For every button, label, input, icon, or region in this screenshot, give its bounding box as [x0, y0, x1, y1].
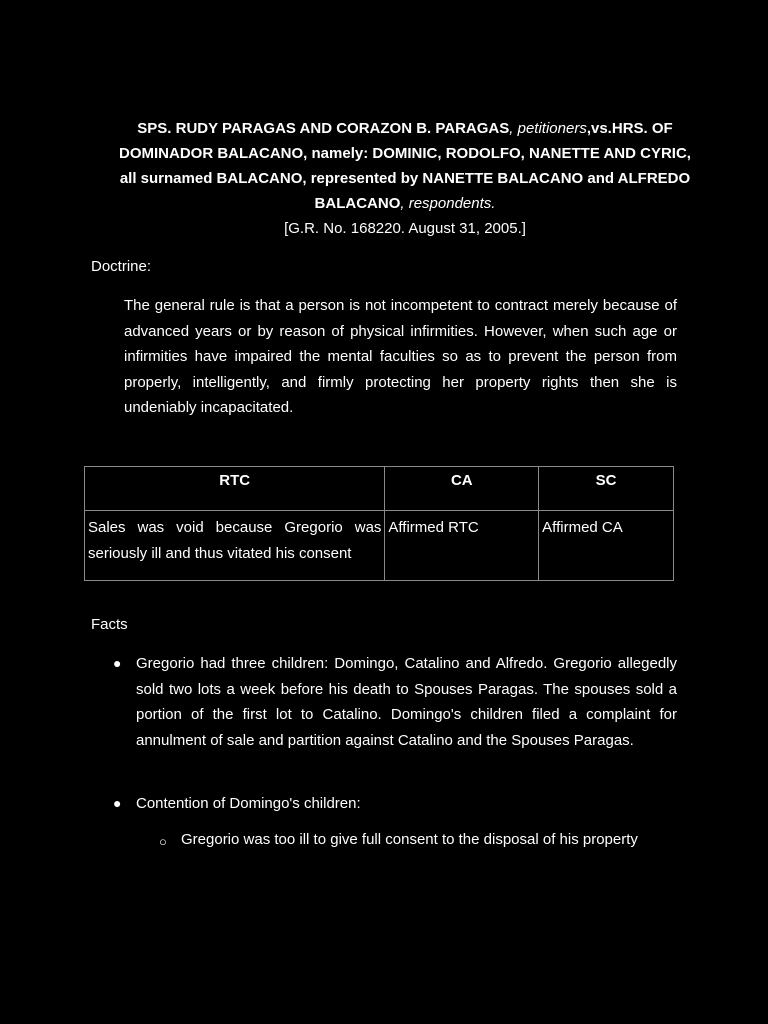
- table-cell-rtc: Sales was void because Gregorio was seriously ill and thus vitated his consent: [85, 511, 385, 581]
- table-row: [85, 511, 674, 581]
- list-item: Contention of Domingo's children:: [136, 795, 361, 812]
- list-item: Gregorio had three children: Domingo, Catalino and Alfredo. Gregorio allegedly sold two lots a week before his death to Spouses Paragas. The spouses sold a portion of the first lot to Catalino. Domingo's children filed a complaint for annulment of sale and partition against Catalino and the Spouses Paragas.: [136, 655, 677, 749]
- case-title: [110, 116, 700, 241]
- doctrine-label: Doctrine:: [91, 258, 152, 275]
- bullet-icon: ●: [113, 655, 122, 671]
- respondents-role: , respondents.: [400, 195, 496, 212]
- circle-bullet-icon: ○: [159, 834, 167, 849]
- respondents-names: HRS. OF DOMINADOR BALACANO, namely: DOMINIC, RODOLFO, NANETTE AND CYRIC, all surnamed BALACANO, represented by NANETTE BALACANO and ALFREDO BALACANO: [119, 120, 691, 212]
- petitioners-names: SPS. RUDY PARAGAS AND CORAZON B. PARAGAS: [137, 120, 510, 137]
- table-header-ca: CA: [385, 467, 539, 511]
- table-header-rtc: RTC: [85, 467, 385, 511]
- table-cell-sc: Affirmed CA: [539, 511, 674, 581]
- bullet-icon: ●: [113, 795, 122, 811]
- versus: ,vs.: [586, 120, 612, 137]
- doctrine-text: The general rule is that a person is not incompetent to contract merely because of advanced years or by reason of physical infirmities. However, when such age or infirmities have impaired the mental faculties so as to prevent the person from properly, intelligently, and firmly protecting her property rights then she is undeniably incapacitated.: [124, 297, 677, 417]
- sub-list-item: Gregorio was too ill to give full consent to the disposal of his property: [181, 831, 638, 848]
- case-citation: [G.R. No. 168220. August 31, 2005.]: [284, 220, 526, 237]
- table-header-row: [85, 467, 674, 511]
- table-cell-ca: Affirmed RTC: [385, 511, 539, 581]
- rulings-table: [84, 466, 674, 581]
- petitioners-role: , petitioners: [509, 120, 587, 137]
- table-header-sc: SC: [539, 467, 674, 511]
- facts-label: Facts: [91, 616, 128, 633]
